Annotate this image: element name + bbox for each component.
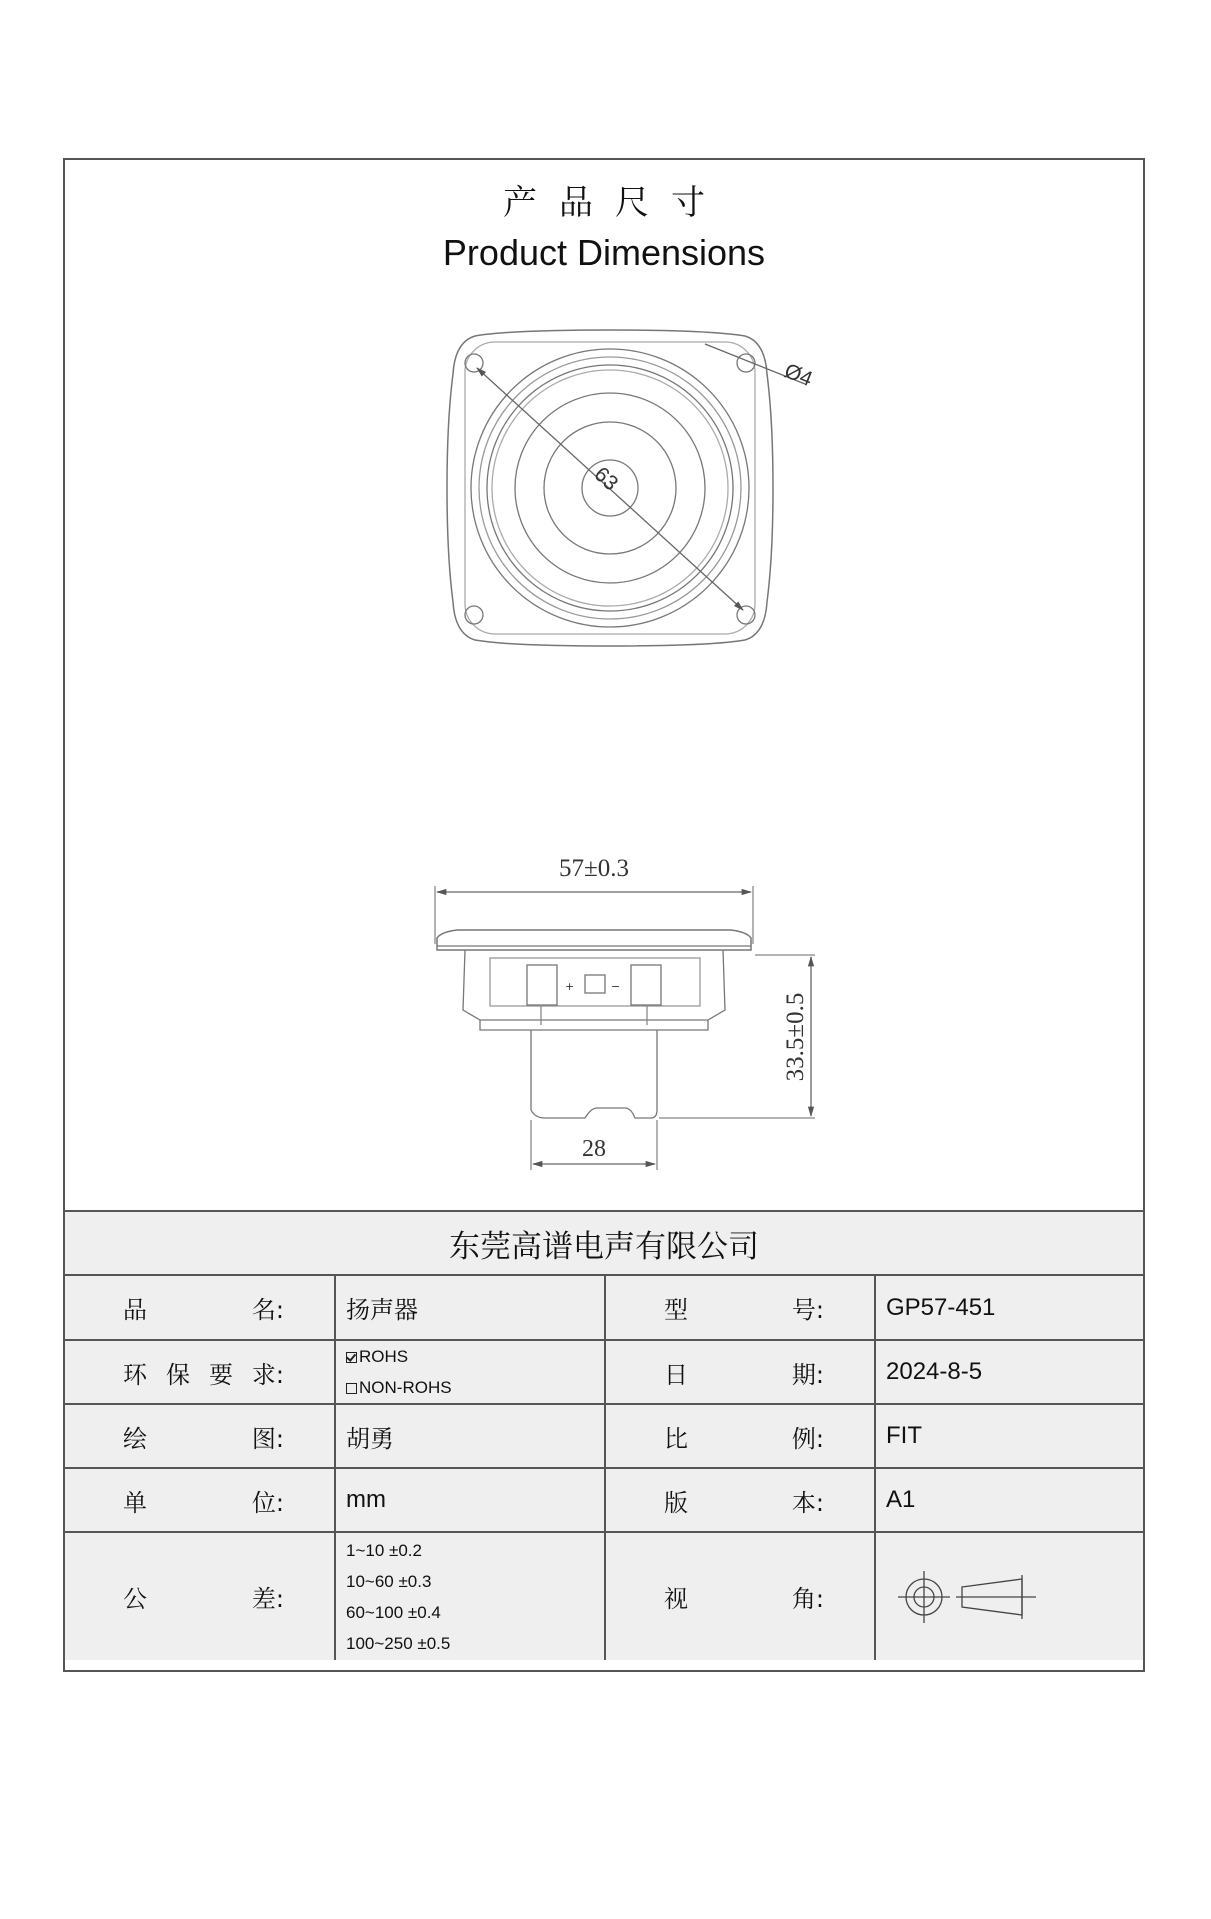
table-row: [65, 1468, 1143, 1532]
first-angle-projection-icon: [886, 1567, 1046, 1627]
minus-mark: −: [611, 980, 621, 993]
height-label: 33.5±0.5: [782, 992, 809, 1082]
side-frame-top: [437, 930, 751, 950]
label-cell: 环 保 要 求:: [65, 1340, 335, 1404]
diagonal-label: 63: [589, 462, 623, 496]
label-cell: 公 差:: [65, 1532, 335, 1660]
label-cell: 视 角:: [605, 1532, 875, 1660]
version-value: A1: [875, 1468, 1143, 1532]
label-cell: 单 位:: [65, 1468, 335, 1532]
side-basket: [463, 950, 725, 1020]
table-row: [65, 1340, 1143, 1404]
checkbox-checked-icon: [346, 1352, 357, 1363]
company-name: 东莞高谱电声有限公司: [65, 1210, 1143, 1276]
title-chinese: 产品尺寸: [503, 183, 727, 223]
tolerance-values: 1~10 ±0.2 10~60 ±0.3 60~100 ±0.4 100~250 ±0.5: [335, 1532, 605, 1660]
scale-value: FIT: [875, 1404, 1143, 1468]
width-label: 57±0.3: [559, 855, 629, 882]
rohs-option: ROHS: [336, 1341, 604, 1372]
terminal-plus: [527, 965, 557, 1005]
view-angle-cell: [875, 1532, 1143, 1660]
drawer-value: 胡勇: [335, 1404, 605, 1468]
mount-hole: [737, 606, 755, 624]
magnet-label: 28: [582, 1136, 606, 1162]
mount-hole: [465, 354, 483, 372]
front-view: [447, 330, 805, 646]
title-english: Product Dimensions: [442, 232, 766, 273]
label-cell: 型 号:: [605, 1276, 875, 1340]
non-rohs-option: NON-ROHS: [336, 1372, 604, 1403]
date-value: 2024-8-5: [875, 1340, 1143, 1404]
table-row: [65, 1532, 1143, 1660]
environment-options: [335, 1340, 605, 1404]
label-cell: 绘 图:: [65, 1404, 335, 1468]
table-row: [65, 1404, 1143, 1468]
mount-hole: [465, 606, 483, 624]
drawing-sheet: [63, 158, 1145, 1672]
label-cell: 比 例:: [605, 1404, 875, 1468]
side-view: [435, 886, 815, 1170]
model-value: GP57-451: [875, 1276, 1143, 1340]
table-row: [65, 1276, 1143, 1340]
label-cell: 品 名:: [65, 1276, 335, 1340]
product-name-value: 扬声器: [335, 1276, 605, 1340]
plus-mark: +: [565, 980, 575, 993]
terminal-center: [585, 975, 605, 993]
terminal-minus: [631, 965, 661, 1005]
magnet-body: [531, 1030, 657, 1118]
hole-diameter-label: Ø4: [781, 359, 816, 392]
label-cell: 日 期:: [605, 1340, 875, 1404]
checkbox-unchecked-icon: [346, 1383, 357, 1394]
title-block-table: [65, 1276, 1143, 1660]
terminal-plate: [490, 958, 700, 1006]
unit-value: mm: [335, 1468, 605, 1532]
label-cell: 版 本:: [605, 1468, 875, 1532]
technical-drawing: [65, 160, 1143, 1210]
